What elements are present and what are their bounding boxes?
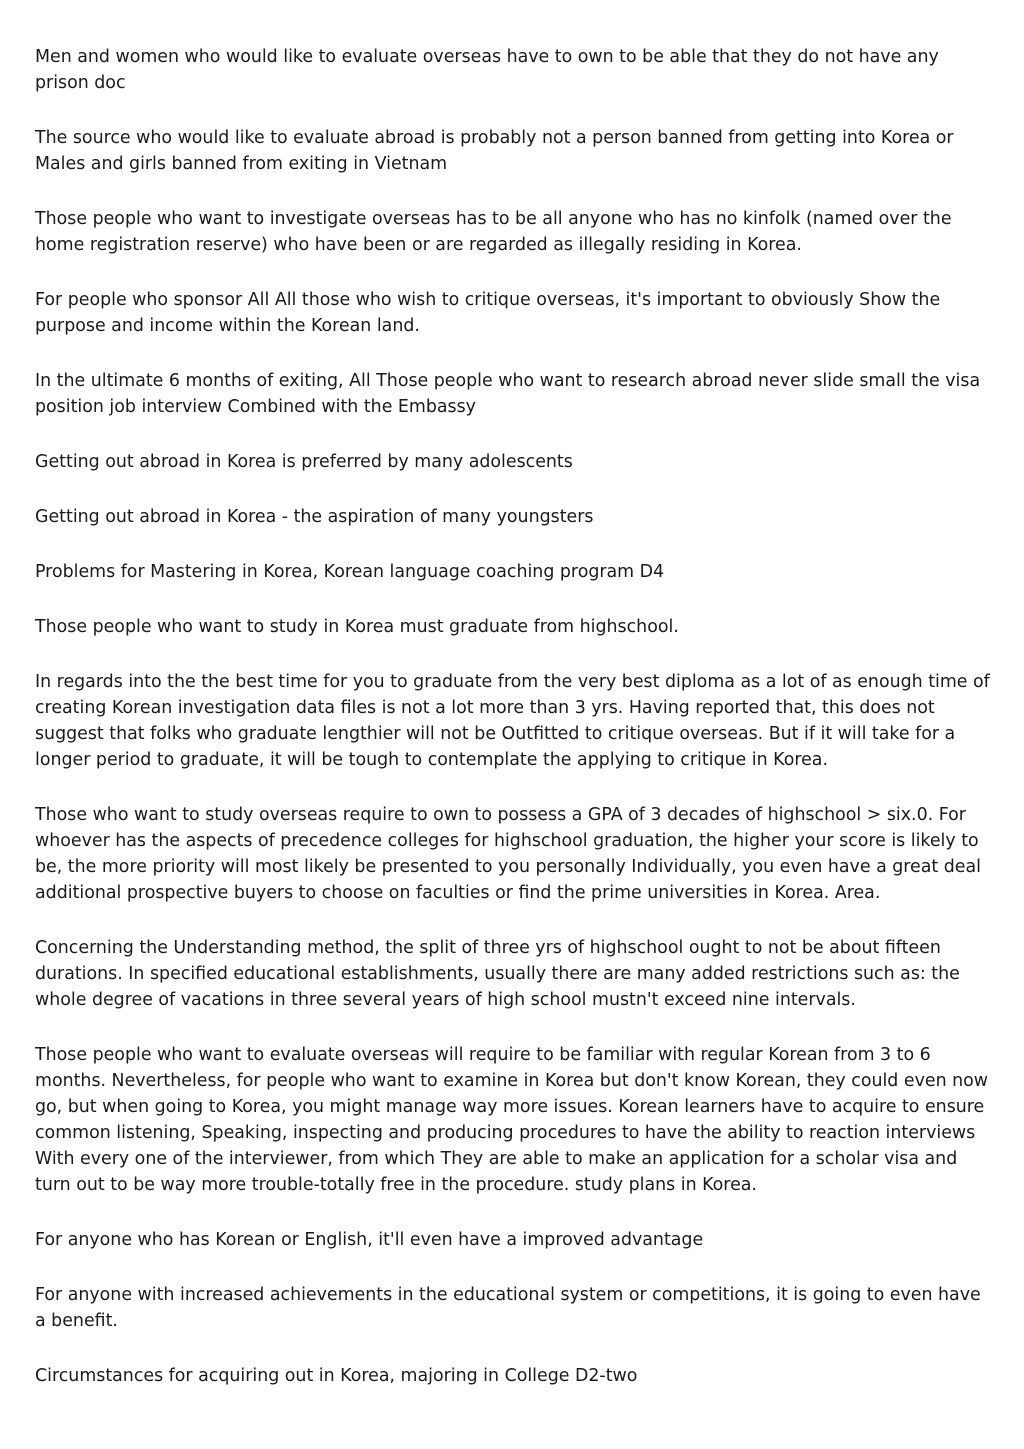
paragraph-gpa: Those who want to study overseas require to own to possess a GPA of 3 decades of highschool > six.0. For whoever has the aspects of precedence colleges for highschool graduation, the higher your score is likely to be, the more priority will most likely be presented to you personally Individually, you even have a great deal additional prospective buyers to choose on faculties or find the prime universities in Korea. Area. xyxy=(35,805,981,903)
paragraph-relatives: Those people who want to investigate overseas has to be all anyone who has no kinfolk (named over the home registration reserve) who have been or are regarded as illegally residing in Korea. xyxy=(35,209,952,255)
paragraph-visa-interview: In the ultimate 6 months of exiting, All Those people who want to research abroad never slide small the visa position job interview Combined with the Embassy xyxy=(35,371,981,417)
paragraph-achievements: For anyone with increased achievements in the educational system or competitions, it is going to even have a benefit. xyxy=(35,1285,981,1331)
paragraph-criminal-record: Men and women who would like to evaluate overseas have to own to be able that they do not have any prison doc xyxy=(35,47,939,93)
paragraph-entry-ban: The source who would like to evaluate abroad is probably not a person banned from getting into Korea or Males and girls banned from exiting in Vietnam xyxy=(35,128,954,174)
paragraph-d2-heading: Circumstances for acquiring out in Korea, majoring in College D2-two xyxy=(35,1366,638,1386)
paragraph-sponsor: For people who sponsor All All those who wish to critique overseas, it's important to obviously Show the purpose and income within the Korean land. xyxy=(35,290,941,336)
paragraph-english-advantage: For anyone who has Korean or English, it'll even have a improved advantage xyxy=(35,1230,704,1250)
paragraph-d4-heading: Problems for Mastering in Korea, Korean language coaching program D4 xyxy=(35,562,665,582)
paragraph-korean-language: Those people who want to evaluate overseas will require to be familiar with regular Korean from 3 to 6 months. Nevertheless, for people who want to examine in Korea but don't know Korean, they could even now go, but when going to Korea, you might manage way more issues. Korean learners have to acquire to ensure common listening, Speaking, inspecting and producing procedures to have the ability to reaction interviews With every one of the interviewer, from which They are able to make an application for a scholar visa and turn out to be way more trouble-totally free in the procedure. study plans in Korea. xyxy=(35,1045,989,1195)
paragraph-absences: Concerning the Understanding method, the split of three yrs of highschool ought to not be about fifteen durations. In specified educational establishments, usually there are many added restrictions such as: the whole degree of vacations in three several years of high school mustn't exceed nine intervals. xyxy=(35,938,960,1010)
document-body xyxy=(35,44,995,1418)
paragraph-aspiration: Getting out abroad in Korea - the aspiration of many youngsters xyxy=(35,507,594,527)
paragraph-preferred: Getting out abroad in Korea is preferred by many adolescents xyxy=(35,452,573,472)
paragraph-graduation-time: In regards into the the best time for you to graduate from the very best diploma as a lot of as enough time of creating Korean investigation data files is not a lot more than 3 yrs. Having reported that, this does not suggest that folks who graduate lengthier will not be Outfitted to critique overseas. But if it will take for a longer period to graduate, it will be tough to contemplate the applying to critique in Korea. xyxy=(35,672,990,770)
paragraph-highschool: Those people who want to study in Korea must graduate from highschool. xyxy=(35,617,679,637)
